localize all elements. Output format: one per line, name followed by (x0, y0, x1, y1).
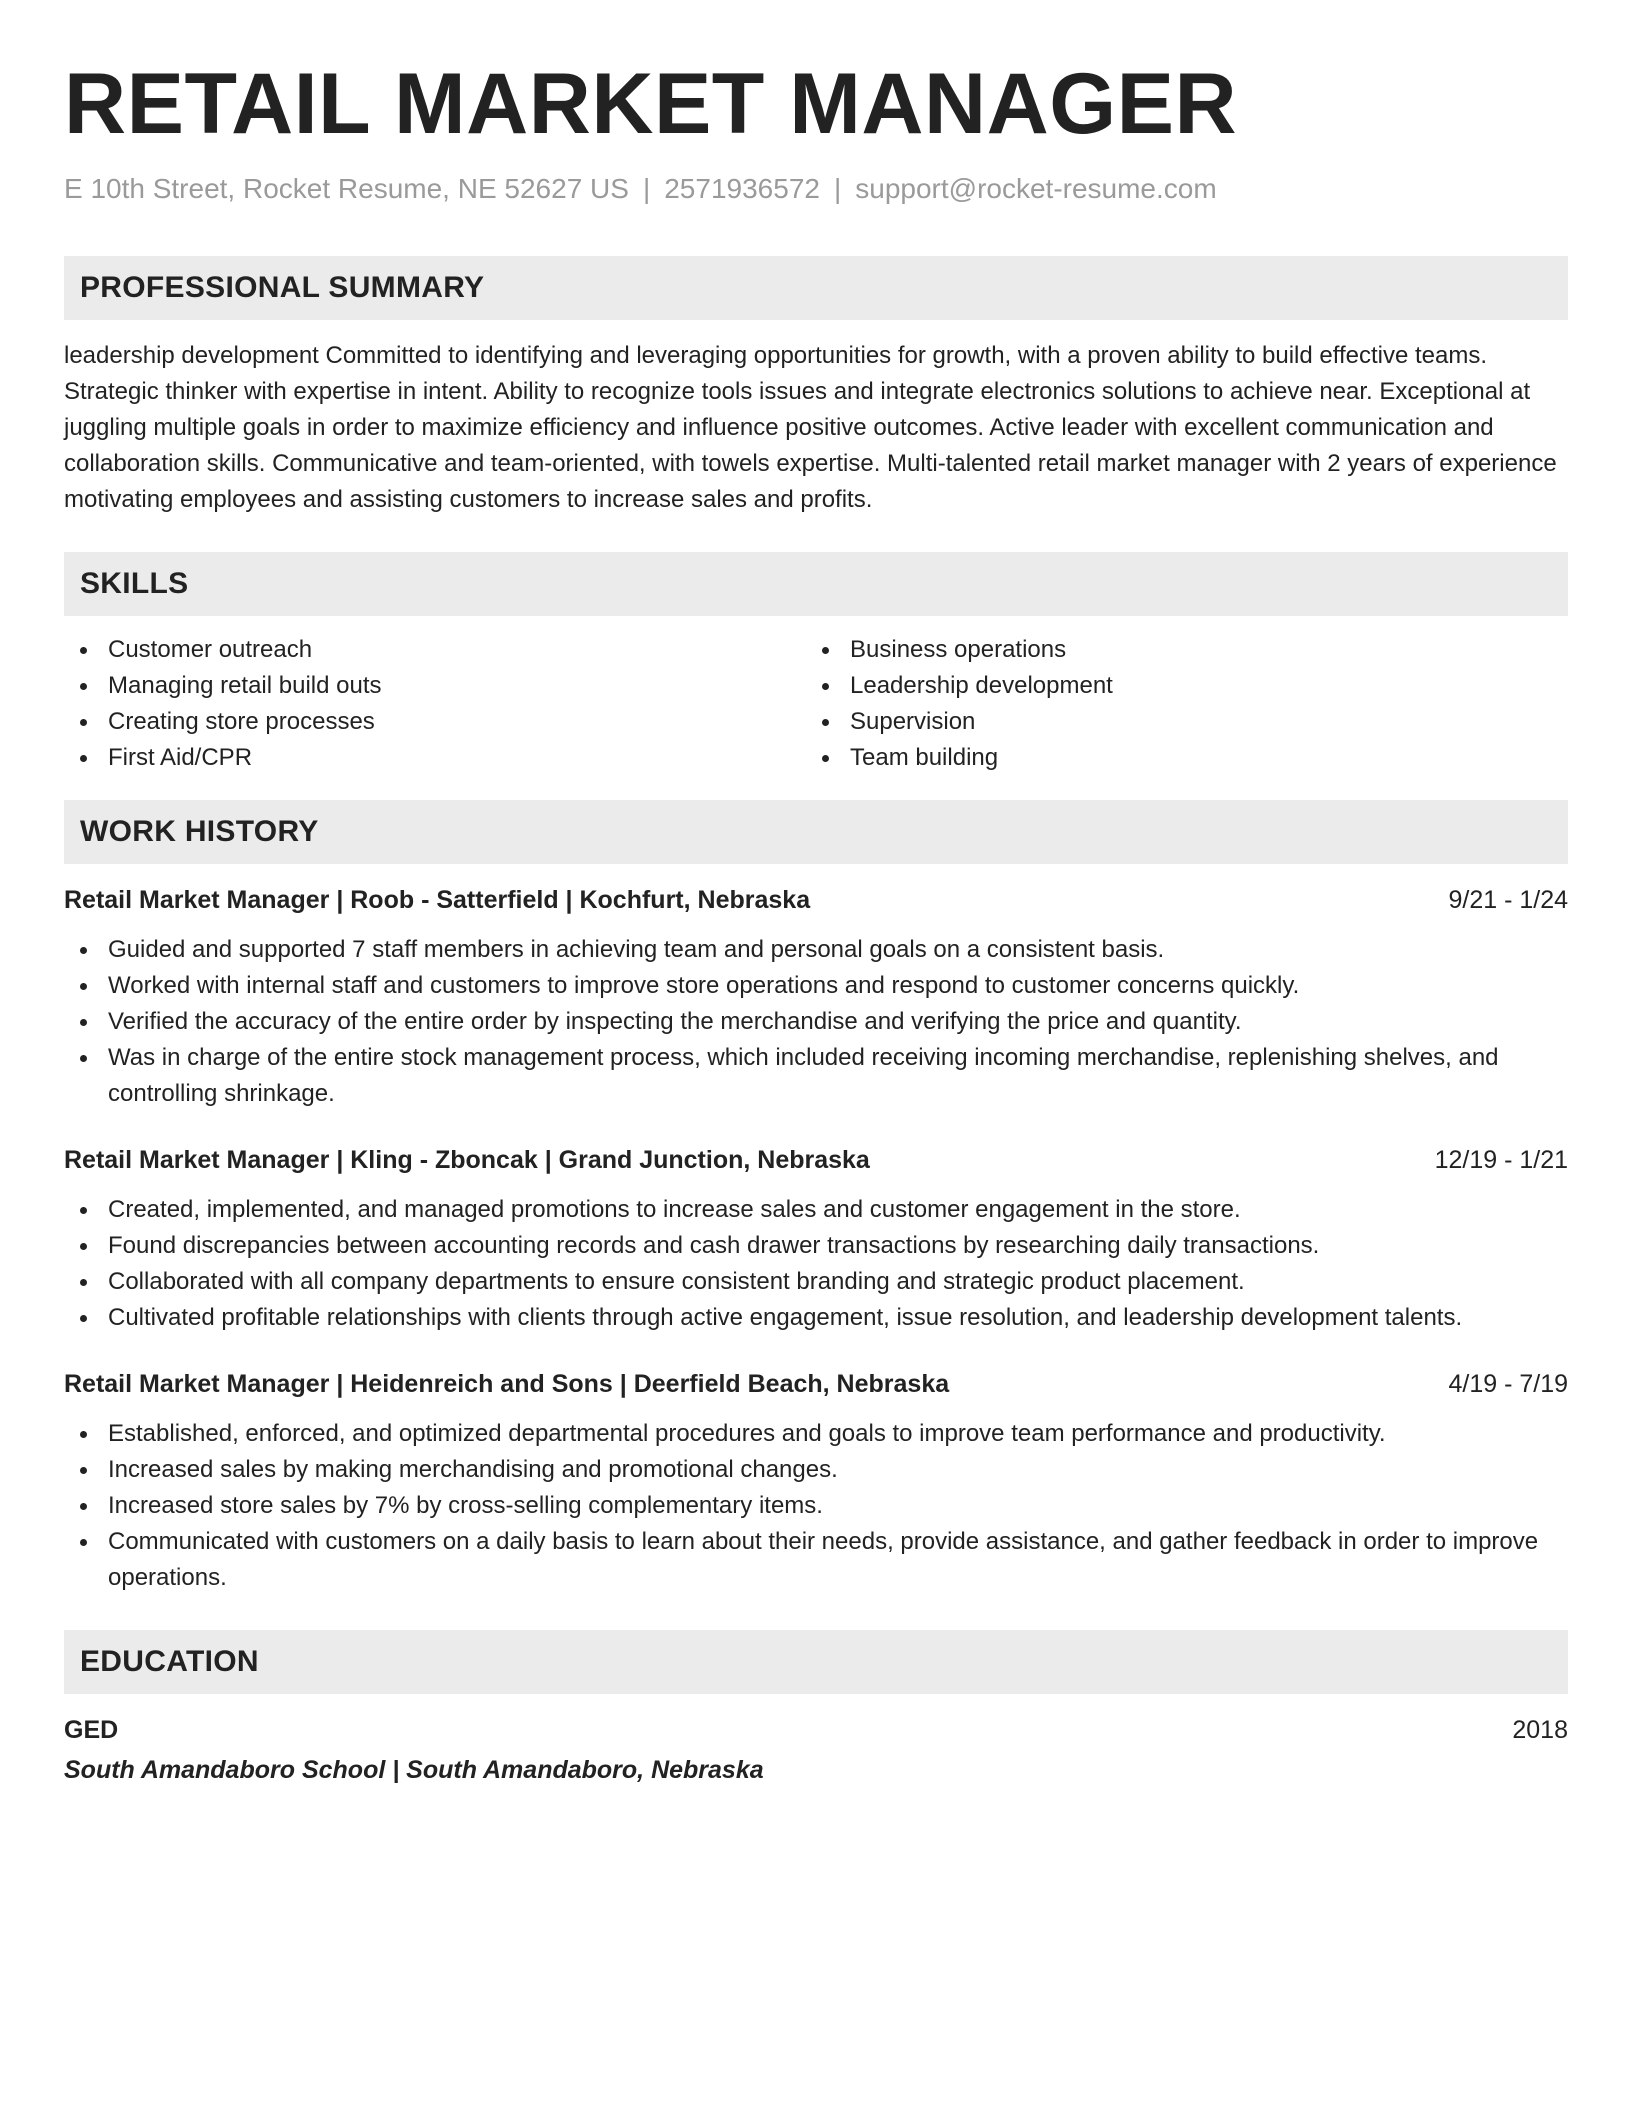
skill-item: Leadership development (806, 668, 1548, 704)
skill-item: Managing retail build outs (64, 668, 806, 704)
skills-grid (64, 632, 1568, 776)
job-bullet: Found discrepancies between accounting records and cash drawer transactions by researching daily transactions. (64, 1228, 1568, 1264)
skills-column-right (806, 632, 1548, 776)
education-header (64, 1712, 1568, 1748)
education-year: 2018 (1512, 1716, 1568, 1744)
job-entry (64, 1142, 1568, 1336)
job-bullet: Guided and supported 7 staff members in achieving team and personal goals on a consistent basis. (64, 932, 1568, 968)
job-bullets (64, 932, 1568, 1112)
job-dates: 4/19 - 7/19 (1448, 1370, 1568, 1398)
skill-item: Team building (806, 740, 1548, 776)
skill-item: Supervision (806, 704, 1548, 740)
education-degree: GED (64, 1716, 119, 1744)
job-title: Retail Market Manager | Heidenreich and Sons | Deerfield Beach, Nebraska (64, 1370, 950, 1398)
work-history-section (64, 800, 1568, 1596)
job-entry (64, 882, 1568, 1112)
job-bullet: Increased store sales by 7% by cross-selling complementary items. (64, 1488, 1568, 1524)
summary-heading: PROFESSIONAL SUMMARY (64, 256, 1568, 320)
contact-address: E 10th Street, Rocket Resume, NE 52627 US (64, 173, 629, 204)
job-bullet: Created, implemented, and managed promotions to increase sales and customer engagement in the store. (64, 1192, 1568, 1228)
resume-page (64, 0, 1568, 1788)
summary-section (64, 256, 1568, 518)
job-header (64, 882, 1568, 918)
job-bullets (64, 1192, 1568, 1336)
contact-separator: | (642, 173, 651, 204)
job-dates: 12/19 - 1/21 (1434, 1146, 1568, 1174)
job-title: Retail Market Manager | Roob - Satterfield | Kochfurt, Nebraska (64, 886, 811, 914)
skill-item: Customer outreach (64, 632, 806, 668)
skills-heading: SKILLS (64, 552, 1568, 616)
job-header (64, 1142, 1568, 1178)
job-bullet: Communicated with customers on a daily basis to learn about their needs, provide assistance, and gather feedback in order to improve operations. (64, 1524, 1568, 1596)
job-bullets (64, 1416, 1568, 1596)
job-bullet: Verified the accuracy of the entire order by inspecting the merchandise and verifying the price and quantity. (64, 1004, 1568, 1040)
job-bullet: Collaborated with all company departments to ensure consistent branding and strategic product placement. (64, 1264, 1568, 1300)
work-history-heading: WORK HISTORY (64, 800, 1568, 864)
education-heading: EDUCATION (64, 1630, 1568, 1694)
contact-email: support@rocket-resume.com (855, 173, 1217, 204)
job-bullet: Cultivated profitable relationships with clients through active engagement, issue resolution, and leadership development talents. (64, 1300, 1568, 1336)
contact-phone: 2571936572 (664, 173, 820, 204)
job-bullet: Established, enforced, and optimized departmental procedures and goals to improve team performance and productivity. (64, 1416, 1568, 1452)
summary-text: leadership development Committed to identifying and leveraging opportunities for growth, with a proven ability to build effective teams. Strategic thinker with expertise in intent. Ability to recognize tools issues and integrate electronics solutions to achieve near. Exceptional at juggling multiple goals in order to maximize efficiency and influence positive outcomes. Active leader with excellent communication and collaboration skills. Communicative and team-oriented, with towels expertise. Multi-talented retail market manager with 2 years of experience motivating employees and assisting customers to increase sales and profits. (64, 342, 1557, 513)
job-bullet: Was in charge of the entire stock management process, which included receiving incoming merchandise, replenishing shelves, and controlling shrinkage. (64, 1040, 1568, 1112)
skills-column-left (64, 632, 806, 776)
job-bullet: Worked with internal staff and customers to improve store operations and respond to customer concerns quickly. (64, 968, 1568, 1004)
skills-section (64, 552, 1568, 776)
job-header (64, 1366, 1568, 1402)
job-dates: 9/21 - 1/24 (1448, 886, 1568, 914)
contact-line (64, 172, 1568, 206)
job-bullet: Increased sales by making merchandising and promotional changes. (64, 1452, 1568, 1488)
skill-item: Business operations (806, 632, 1548, 668)
skill-item: Creating store processes (64, 704, 806, 740)
education-section (64, 1630, 1568, 1788)
skill-item: First Aid/CPR (64, 740, 806, 776)
job-entry (64, 1366, 1568, 1596)
contact-separator: | (833, 173, 842, 204)
candidate-name: RETAIL MARKET MANAGER (64, 56, 1238, 152)
job-title: Retail Market Manager | Kling - Zboncak | Grand Junction, Nebraska (64, 1146, 870, 1174)
education-school: South Amandaboro School | South Amandaboro, Nebraska (64, 1756, 764, 1784)
